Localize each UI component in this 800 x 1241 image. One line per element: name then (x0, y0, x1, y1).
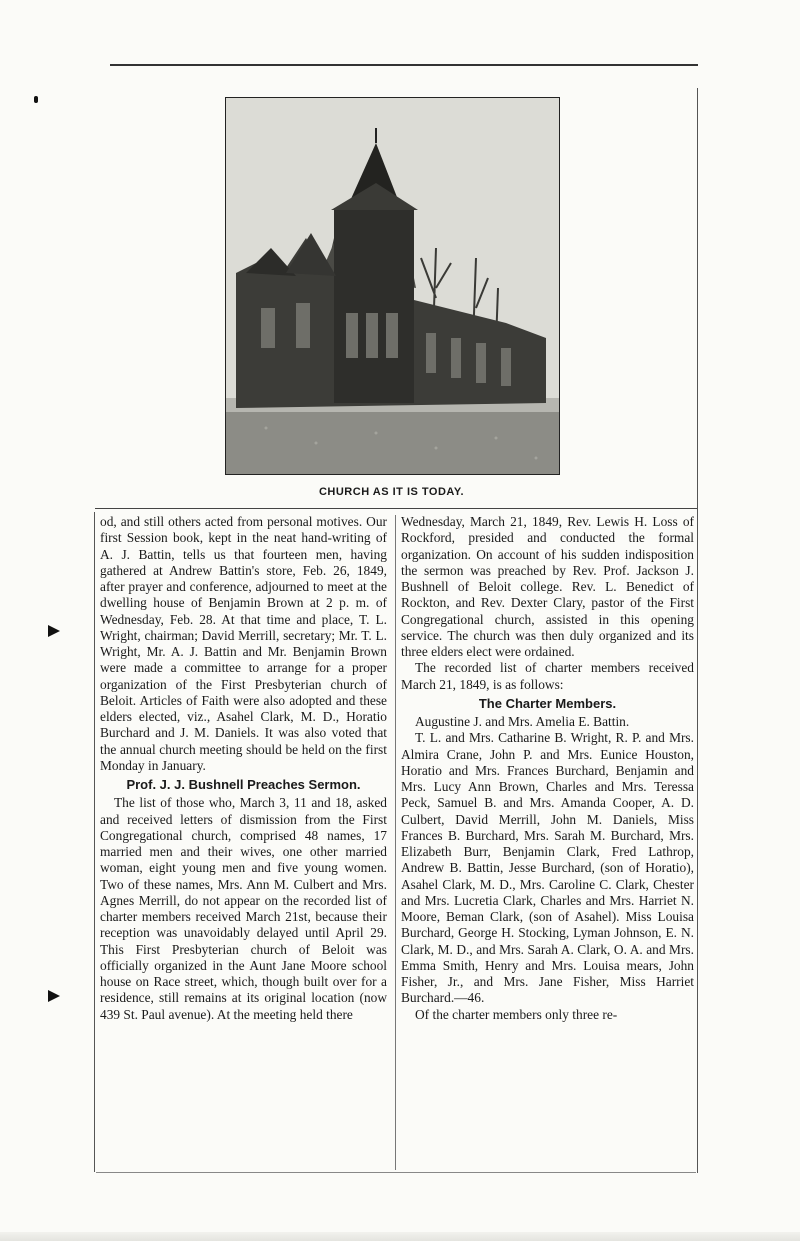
margin-arrow-left (48, 990, 60, 1002)
photo-caption: CHURCH AS IT IS TODAY. (318, 486, 465, 498)
paragraph: The list of those who, March 3, 11 and 18, asked and received letters of dismission from the First Congregational church, comprised 48 names, 17 married men and their wives, one other married woman, eight young men and five young women. Two of these names, Mrs. Ann M. Culbert and Mrs. Agnes Merrill, do not appear on the recorded list of charter members received March 21st, because their reception was unavoidably delayed until April 29. This First Presbyterian church of Beloit was officially organized in the Aunt Jane Moore school house on Race street, which, though built over for a residence, still remains at its original location (now 439 St. Paul avenue). At the meeting held there (100, 795, 387, 1022)
margin-arrow-left (48, 625, 60, 637)
caption-rule (95, 508, 697, 509)
paragraph: Augustine J. and Mrs. Amelia E. Battin. (415, 714, 630, 729)
paragraph: The recorded list of charter members received March 21, 1849, is as follows: (401, 660, 694, 692)
frame-left-rule (94, 512, 95, 1172)
subheading: Prof. J. J. Bushnell Preaches Sermon. (126, 777, 361, 792)
paragraph: od, and still others acted from personal motives. Our first Session book, kept in the neat hand-writing of A. J. Battin, tells us that fourteen men, having gathered at Andrew Battin's store, Feb. 26, 1849, after prayer and conference, adjourned to meet at the dwelling house of Benjamin Brown at 2 p. m. of Wednesday, Feb. 28. At that time and place, T. L. Wright, chairman; David Merrill, secretary; Mr. T. L. Wright, Mr. A. J. Battin and Mr. Benjamin Brown were made a committee to arrange for a proper organization of the First Presbyterian church of Beloit. Articles of Faith were also adopted and these elders elected, viz., Asahel Clark, M. D., Horatio Burchard and J. M. Daniels. It was also voted that the annual church meeting should be held on the first Monday in January. (100, 514, 387, 773)
scan-bottom-edge (0, 1232, 800, 1241)
subheading: The Charter Members. (478, 695, 617, 711)
church-photograph (225, 97, 560, 475)
margin-mark (34, 96, 38, 103)
column-divider (395, 515, 396, 1170)
right-column (401, 514, 694, 1023)
frame-bottom-rule (96, 1172, 696, 1173)
frame-right-rule (697, 88, 698, 1173)
top-rule (110, 64, 698, 66)
margin-stamp (714, 10, 794, 70)
left-column (100, 514, 387, 1023)
paragraph: T. L. and Mrs. Catharine B. Wright, R. P. and Mrs. Almira Crane, John P. and Mrs. Eunice Houston, Horatio and Mrs. Frances Burchard, Benjamin and Mrs. Lucy Ann Brown, Charles and Mrs. Teressa Peck, Samuel B. and Mrs. Amanda Cooper, A. D. Culbert, David Merrill, John M. Daniels, Miss Frances B. Burchard, Mrs. Sarah M. Burchard, Mrs. Elizabeth Burr, Benjamin Clark, Fred Lathrop, Andrew B. Battin, Jesse Burchard, (son of Horatio), Asahel Clark, M. D., Mrs. Caroline C. Clark, Chester and Mrs. Lucretia Clark, Charles and Mrs. Harriet N. Moore, Beman Clark, (son of Asahel). Miss Louisa Burchard, George H. Stocking, Lyman Johnson, E. N. Clark, M. D., and Mrs. Sarah A. Clark, O. A. and Mrs. Emma Smith, Henry and Mrs. Louisa mears, John Fisher, Jr., and Mrs. Jane Fisher, Miss Harriet Burchard.—46. (401, 730, 694, 1006)
paragraph: Of the charter members only three re- (415, 1006, 618, 1022)
paragraph: Wednesday, March 21, 1849, Rev. Lewis H. Loss of Rockford, presided and conducted the formal organization. On account of his sudden indisposition the sermon was preached by Rev. Prof. Jackson J. Bushnell of Beloit college. Rev. L. Benedict of Rockton, and Rev. Dexter Clary, pastor of the First Congregational church, assisted in this opening service. The church was then duly organized and its three elders elect were ordained. (401, 514, 694, 659)
